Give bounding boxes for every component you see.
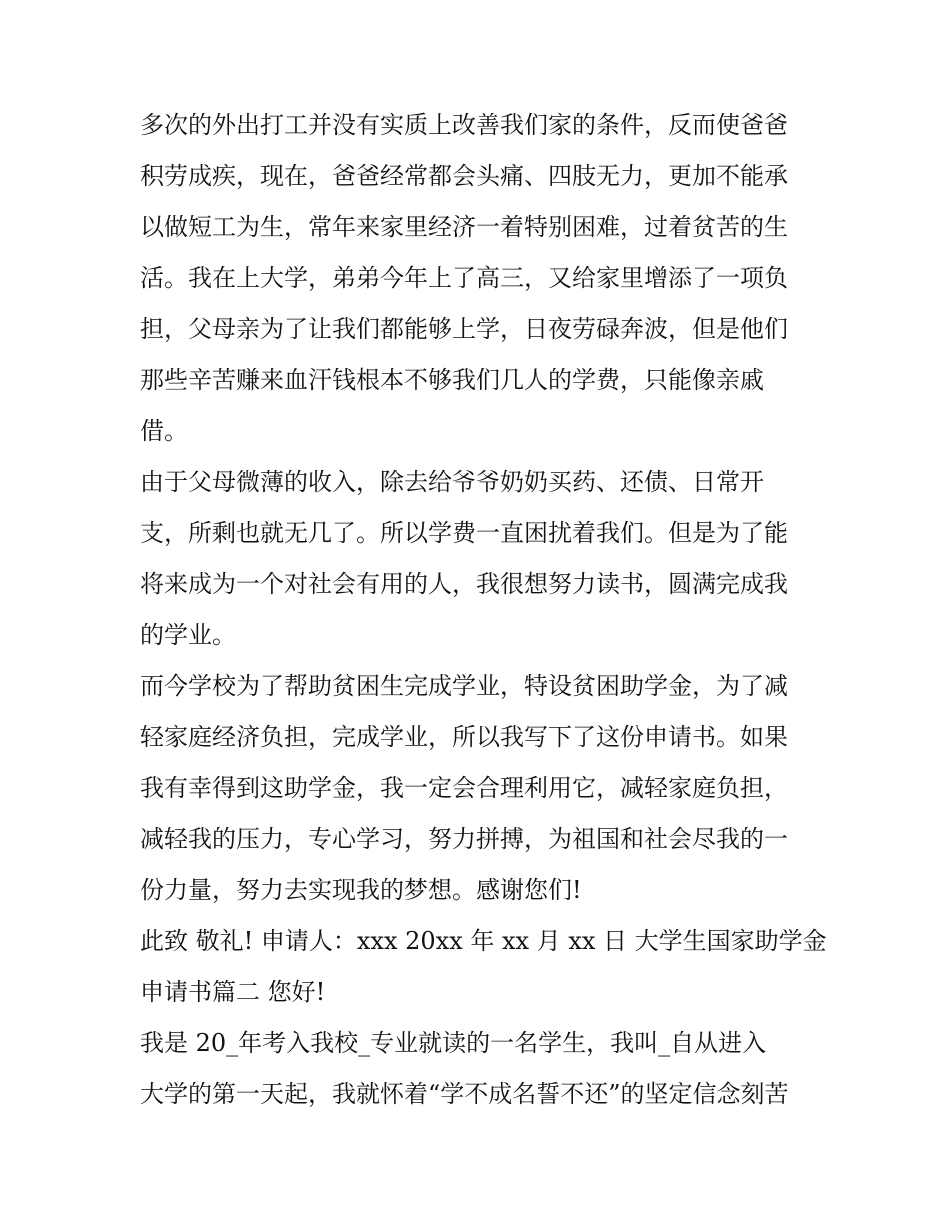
text-line: 借。 <box>140 417 188 445</box>
text-line: 轻家庭经济负担，完成学业，所以我写下了这份申请书。如果 <box>140 723 788 751</box>
text-line: 积劳成疾，现在，爸爸经常都会头痛、四肢无力，更加不能承 <box>140 162 788 190</box>
text-line: 申请书篇二 您好! <box>140 978 326 1006</box>
text-line: 大学的第一天起，我就怀着“学不成名誓不还”的坚定信念刻苦 <box>140 1080 789 1108</box>
text-line: 活。我在上大学，弟弟今年上了高三，又给家里增添了一项负 <box>140 264 788 292</box>
text-line: 我有幸得到这助学金，我一定会合理利用它，减轻家庭负担， <box>140 774 788 802</box>
text-line: 的学业。 <box>140 621 236 649</box>
text-line: 而今学校为了帮助贫困生完成学业，特设贫困助学金，为了减 <box>140 672 788 700</box>
text-line: 减轻我的压力，专心学习，努力拼搏，为祖国和社会尽我的一 <box>140 825 788 853</box>
text-line: 由于父母微薄的收入，除去给爷爷奶奶买药、还债、日常开 <box>140 468 764 496</box>
text-line: 以做短工为生，常年来家里经济一着特别困难，过着贫苦的生 <box>140 213 788 241</box>
text-line: 担，父母亲为了让我们都能够上学，日夜劳碌奔波，但是他们 <box>140 315 788 343</box>
text-line: 此致 敬礼! 申请人：xxx 20xx 年 xx 月 xx 日 大学生国家助学金 <box>140 927 827 955</box>
text-line: 我是 20_年考入我校_专业就读的一名学生，我叫_自从进入 <box>140 1029 767 1057</box>
text-line: 多次的外出打工并没有实质上改善我们家的条件，反而使爸爸 <box>140 111 788 139</box>
text-line: 份力量，努力去实现我的梦想。感谢您们! <box>140 876 582 904</box>
document-body <box>140 100 830 1120</box>
text-line: 支，所剩也就无几了。所以学费一直困扰着我们。但是为了能 <box>140 519 788 547</box>
text-line: 那些辛苦赚来血汗钱根本不够我们几人的学费，只能像亲戚 <box>140 366 764 394</box>
text-line: 将来成为一个对社会有用的人，我很想努力读书，圆满完成我 <box>140 570 788 598</box>
